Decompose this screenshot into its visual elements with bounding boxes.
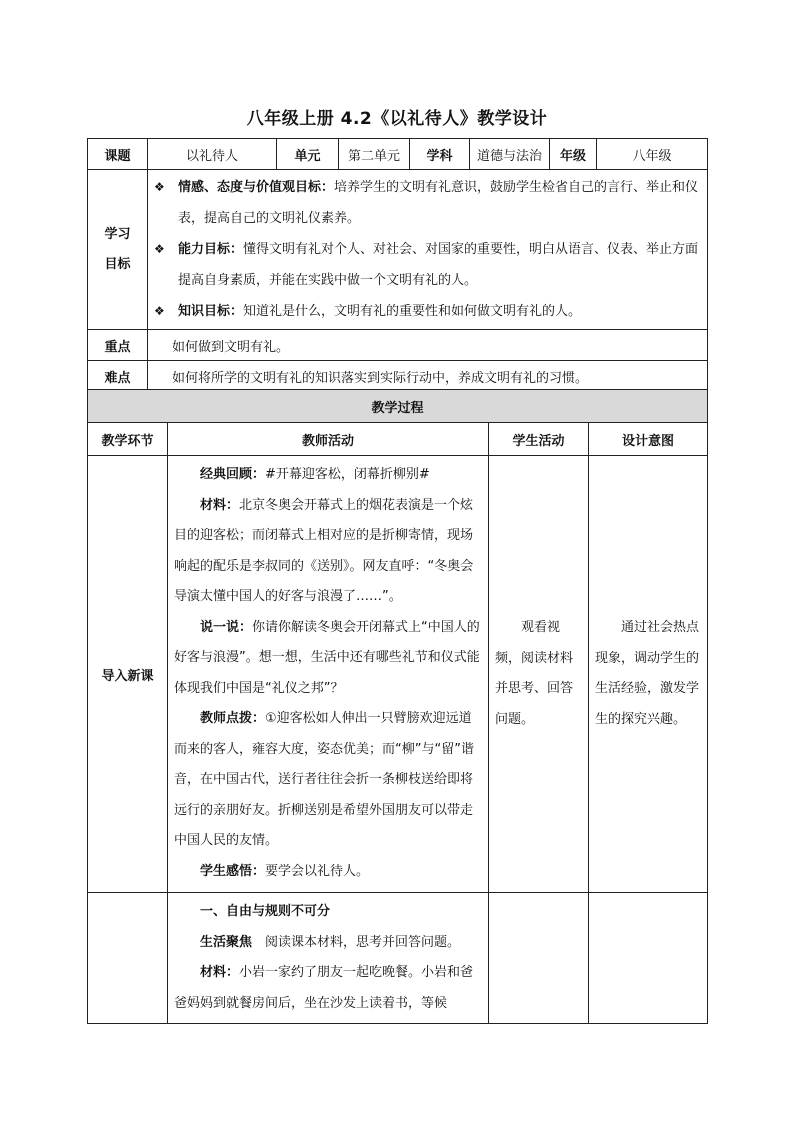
paragraph: 经典回顾：#开幕迎客松，闭幕折柳别# <box>200 467 430 482</box>
student-activity-cell <box>489 893 589 1024</box>
goal-text: 培养学生的文明有礼意识，鼓励学生检省自己的言行、举止和仪表，提高自己的文明礼仪素养。 <box>178 180 699 226</box>
goal-text: 懂得文明有礼对个人、对社会、对国家的重要性，明白从语言、仪表、举止方面提高自身素质，并能在实践中做一个文明有礼的人。 <box>178 242 699 288</box>
grade-label: 年级 <box>550 139 597 170</box>
subject-value: 道德与法治 <box>470 139 550 170</box>
table-row <box>88 893 708 1024</box>
goal-heading: 能力目标： <box>178 242 244 257</box>
teacher-activity-cell <box>168 893 489 1024</box>
goal-heading: 情感、态度与价值观目标： <box>178 180 335 195</box>
topic-label: 课题 <box>88 139 148 170</box>
design-intent-cell: 通过社会热点现象，调动学生的生活经验，激发学生的探究兴趣。 <box>589 456 708 893</box>
teacher-activity-cell <box>168 456 489 893</box>
subject-label: 学科 <box>410 139 470 170</box>
goals-label: 学习目标 <box>88 170 148 330</box>
header-intent: 设计意图 <box>589 423 708 456</box>
student-activity-cell: 观看视频，阅读材料并思考、回答问题。 <box>489 456 589 893</box>
diamond-bullet-icon: ❖ <box>154 242 165 256</box>
diamond-bullet-icon: ❖ <box>154 304 165 318</box>
design-intent-cell <box>589 893 708 1024</box>
goal-heading: 知识目标： <box>178 304 244 319</box>
goal-text: 知道礼是什么，文明有礼的重要性和如何做文明有礼的人。 <box>243 304 582 319</box>
topic-value: 以礼待人 <box>148 139 277 170</box>
difficulty-label: 难点 <box>88 361 148 392</box>
stage-cell <box>88 893 168 1024</box>
header-stage: 教学环节 <box>88 423 168 456</box>
goals-cell <box>148 170 708 330</box>
goal-item <box>154 234 701 296</box>
difficulty-value: 如何将所学的文明有礼的知识落实到实际行动中，养成文明有礼的习惯。 <box>148 361 708 392</box>
paragraph: 生活聚焦 阅读课本材料，思考并回答问题。 <box>200 934 461 950</box>
paragraph: 教师点拨：①迎客松如人伸出一只臂膀欢迎远道而来的客人，雍容大度，姿态优美；而“柳”与“留”谐音，在中国古代，送行者往往会折一条柳枝送给即将远行的亲朋好友。折柳送别是希望外国朋友可以带走中国人民的友情。 <box>174 711 474 848</box>
paragraph: 说一说：你请你解读冬奥会开闭幕式上“中国人的好客与浪漫”。想一想，生活中还有哪些礼节和仪式能体现我们中国是“礼仪之邦”？ <box>174 619 480 696</box>
unit-label: 单元 <box>277 139 339 170</box>
goal-item <box>154 296 701 327</box>
key-point-label: 重点 <box>88 330 148 361</box>
goal-item <box>154 172 701 234</box>
paragraph: 材料：北京冬奥会开幕式上的烟花表演是一个炫目的迎客松；而闭幕式上相对应的是折柳寄情，现场响起的配乐是李叔同的《送别》。网友直呼：“冬奥会导演太懂中国人的好客与浪漫了……”。 <box>174 497 474 604</box>
table-row <box>88 456 708 893</box>
lesson-info-table <box>87 138 708 392</box>
header-student: 学生活动 <box>489 423 589 456</box>
grade-value: 八年级 <box>597 139 708 170</box>
paragraph: 学生感悟：要学会以礼待人。 <box>200 863 370 879</box>
diamond-bullet-icon: ❖ <box>154 180 165 194</box>
unit-value: 第二单元 <box>339 139 410 170</box>
document-title: 八年级上册 4.2《以礼待人》教学设计 <box>246 109 548 129</box>
stage-cell: 导入新课 <box>88 456 168 893</box>
header-teacher: 教师活动 <box>168 423 489 456</box>
section-title: 教学过程 <box>88 390 708 423</box>
paragraph: 一、自由与规则不可分 <box>200 904 331 919</box>
key-point-value: 如何做到文明有礼。 <box>148 330 708 361</box>
paragraph: 材料：小岩一家约了朋友一起吃晚餐。小岩和爸爸妈妈到就餐房间后，坐在沙发上读着书，等候 <box>174 965 474 1011</box>
teaching-process-table <box>87 389 708 1024</box>
